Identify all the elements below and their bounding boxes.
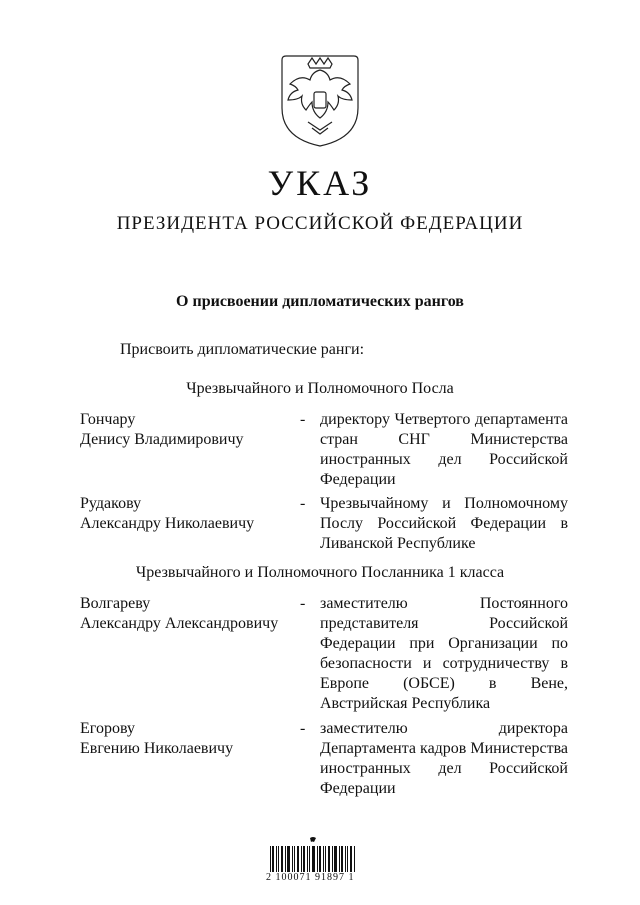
entry-dash: -	[300, 411, 306, 428]
person-surname: Гончару	[80, 411, 136, 428]
person-name	[80, 719, 290, 759]
person-name	[80, 410, 290, 450]
entry-dash: -	[300, 495, 306, 512]
person-position: заместителю директора Департамента кадров Министерства иностранных дел Российской Федерации	[320, 720, 569, 797]
person-given-names: Евгению Николаевичу	[80, 740, 234, 757]
person-surname: Рудакову	[80, 495, 142, 512]
rank-title: Чрезвычайного и Полномочного Посла	[186, 380, 454, 397]
person-position: заместителю Постоянного представителя Российской Федерации при Организации по безопасности и сотрудничеству в Европе (ОБСЕ) в Вене, Австрийская Республика	[320, 595, 568, 712]
person-position: директору Четвертого департамента стран СНГ Министерства иностранных дел Российской Федерации	[320, 411, 568, 488]
person-surname: Волгареву	[80, 595, 151, 612]
coat-of-arms-icon	[278, 52, 362, 148]
document-subtitle: ПРЕЗИДЕНТА РОССИЙСКОЙ ФЕДЕРАЦИИ	[116, 213, 524, 234]
person-given-names: Денису Владимировичу	[80, 431, 244, 448]
document-title: УКАЗ	[267, 163, 373, 203]
barcode-number: 2 100071 91897 1	[266, 872, 355, 883]
person-name	[80, 494, 290, 534]
decree-intro: Присвоить дипломатические ранги:	[120, 341, 365, 358]
decree-heading: О присвоении дипломатических рангов	[176, 293, 464, 310]
person-given-names: Александру Николаевичу	[80, 515, 255, 532]
person-position: Чрезвычайному и Полномочному Послу Российской Федерации в Ливанской Республике	[320, 495, 568, 552]
person-name	[80, 594, 290, 634]
person-surname: Егорову	[80, 720, 135, 737]
rank-title: Чрезвычайного и Полномочного Посланника 1 класса	[135, 564, 505, 581]
entry-dash: -	[300, 595, 306, 612]
person-given-names: Александру Александровичу	[80, 615, 279, 632]
entry-dash: -	[300, 720, 306, 737]
